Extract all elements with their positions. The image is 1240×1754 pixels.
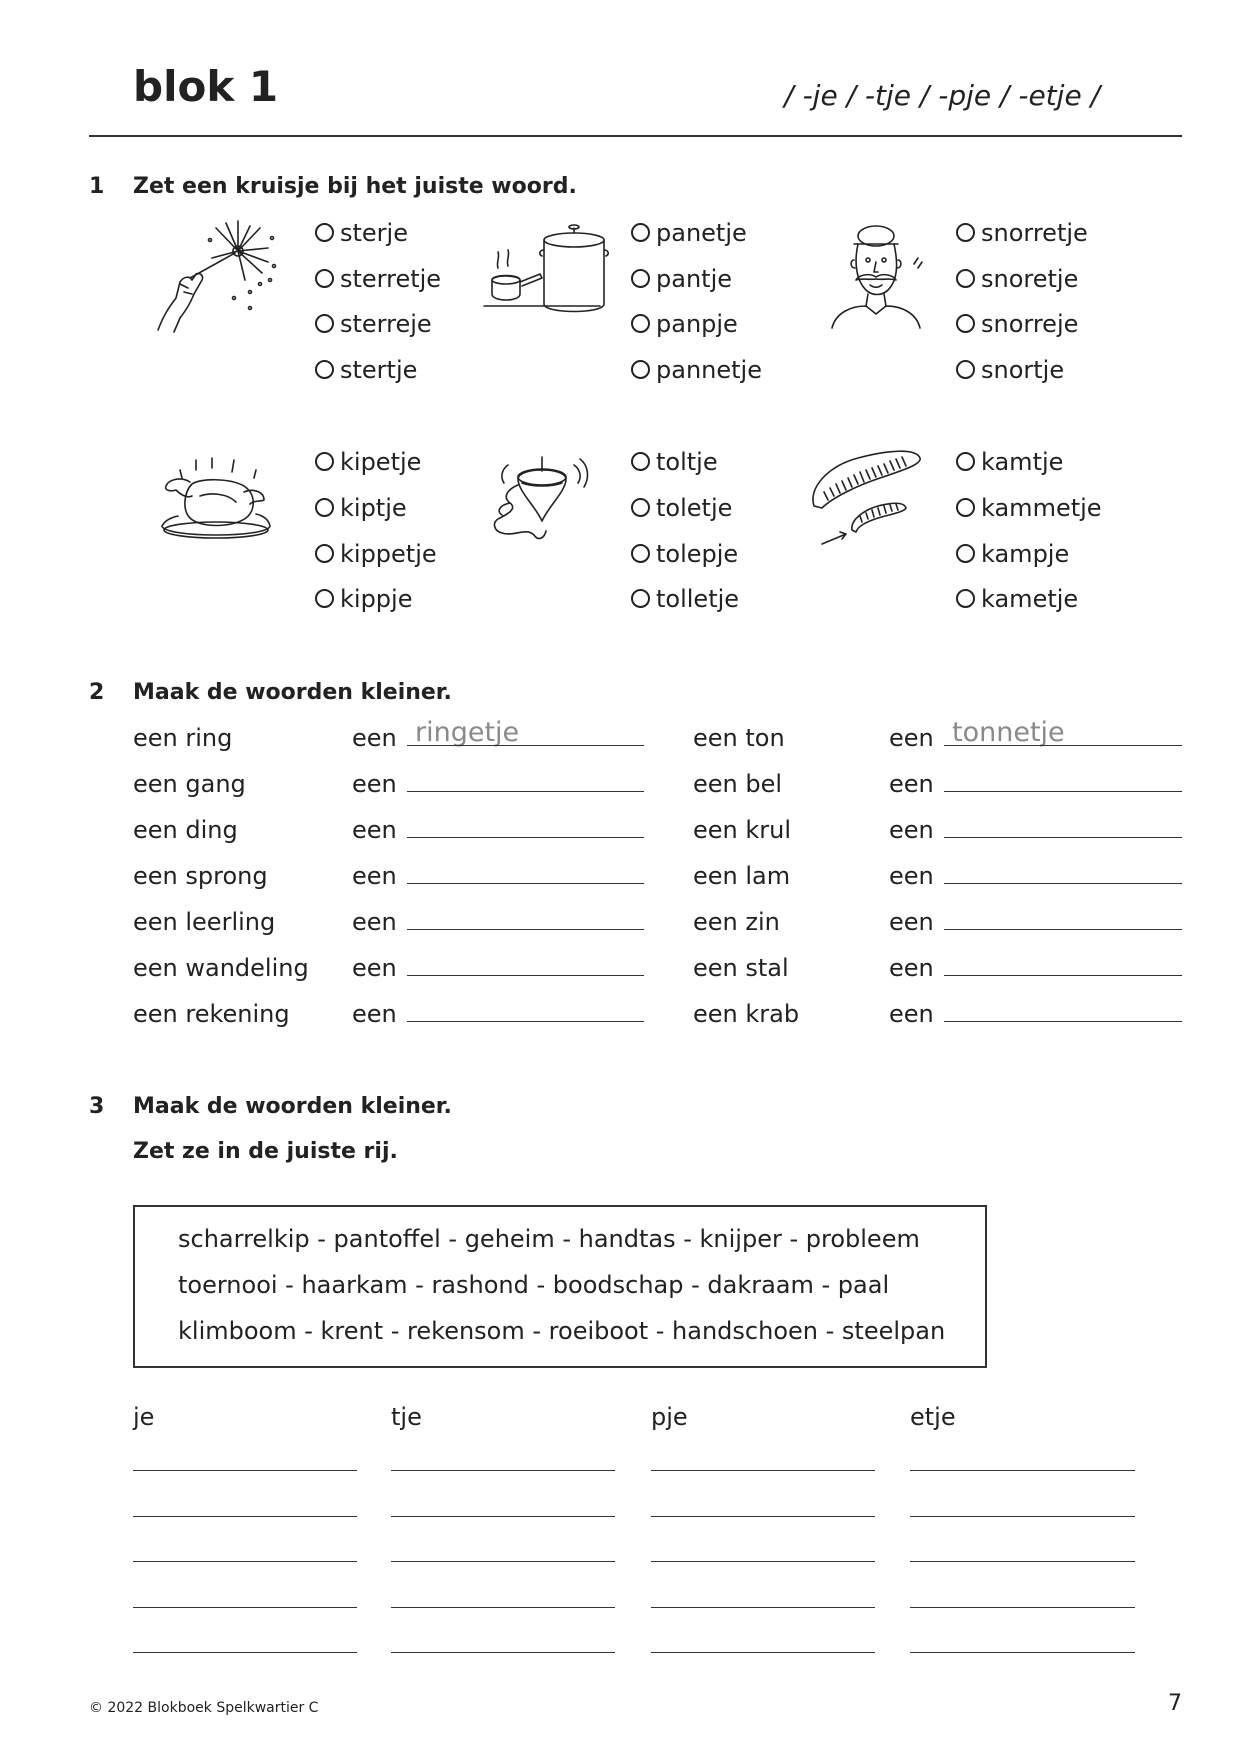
option-kametje[interactable]	[956, 587, 1078, 611]
answer-line[interactable]	[133, 1652, 357, 1653]
answer-line[interactable]	[407, 1021, 644, 1022]
option-kamtje[interactable]	[956, 450, 1063, 474]
answer-line[interactable]	[651, 1607, 875, 1608]
answer-line[interactable]	[651, 1516, 875, 1517]
answer-line[interactable]	[944, 975, 1182, 976]
option-label: toltje	[656, 448, 718, 476]
word-right: een krul	[693, 816, 792, 844]
option-sterreje[interactable]	[315, 312, 432, 336]
column-header-tje: tje	[391, 1403, 422, 1431]
word-box-line: klimboom - krent - rekensom - roeiboot - handschoen - steelpan	[178, 1317, 946, 1345]
page-number: 7	[1168, 1691, 1182, 1716]
option-pannetje[interactable]	[631, 358, 762, 382]
exercise-3-number: 3	[89, 1094, 105, 1119]
checkbox-circle[interactable]	[315, 544, 334, 563]
article-label: een	[889, 908, 934, 936]
exercise-1-instruction: Zet een kruisje bij het juiste woord.	[133, 174, 577, 199]
word-box	[133, 1205, 987, 1368]
word-left: een gang	[133, 770, 246, 798]
answer-line[interactable]	[133, 1470, 357, 1471]
option-toltje[interactable]	[631, 450, 718, 474]
comb-icon	[808, 448, 928, 548]
answer-line[interactable]	[910, 1516, 1135, 1517]
pan-icon	[480, 222, 610, 322]
option-label: kametje	[981, 585, 1079, 613]
word-right: een lam	[693, 862, 791, 890]
answer-line[interactable]	[910, 1561, 1135, 1562]
answer-line[interactable]	[407, 837, 644, 838]
option-label: stertje	[340, 356, 418, 384]
option-label: snoretje	[981, 265, 1079, 293]
option-snorretje[interactable]	[956, 221, 1088, 245]
answer-line[interactable]	[944, 837, 1182, 838]
article-label: een	[889, 770, 934, 798]
roast-chicken-icon	[160, 452, 275, 547]
option-label: panpje	[656, 310, 738, 338]
answer-line[interactable]	[944, 929, 1182, 930]
answer-line[interactable]	[407, 883, 644, 884]
checkbox-circle[interactable]	[956, 223, 975, 242]
word-box-line: toernooi - haarkam - rashond - boodschap - dakraam - paal	[178, 1271, 890, 1299]
option-kippje[interactable]	[315, 587, 412, 611]
option-tolepje[interactable]	[631, 542, 738, 566]
word-right: een zin	[693, 908, 780, 936]
article-label: een	[889, 862, 934, 890]
option-label: snorreje	[981, 310, 1079, 338]
sparkler-icon	[150, 218, 290, 338]
answer-line[interactable]	[391, 1607, 615, 1608]
option-kipetje[interactable]	[315, 450, 421, 474]
answer-line[interactable]	[407, 929, 644, 930]
checkbox-circle[interactable]	[956, 269, 975, 288]
option-label: tolepje	[656, 540, 739, 568]
answer-line[interactable]	[910, 1470, 1135, 1471]
example-answer-left: ringetje	[415, 717, 520, 748]
checkbox-circle[interactable]	[315, 589, 334, 608]
checkbox-circle[interactable]	[315, 269, 334, 288]
answer-line[interactable]	[391, 1470, 615, 1471]
copyright-footer: © 2022 Blokboek Spelkwartier C	[89, 1700, 319, 1716]
answer-line[interactable]	[407, 975, 644, 976]
option-toletje[interactable]	[631, 496, 732, 520]
word-left: een ring	[133, 724, 233, 752]
word-right: een krab	[693, 1000, 800, 1028]
word-box-line: scharrelkip - pantoffel - geheim - handtas - knijper - probleem	[178, 1225, 920, 1253]
option-label: snorretje	[981, 219, 1088, 247]
option-snortje[interactable]	[956, 358, 1064, 382]
word-left: een rekening	[133, 1000, 290, 1028]
article-label: een	[352, 770, 397, 798]
article-label: een	[889, 724, 934, 752]
checkbox-circle[interactable]	[631, 314, 650, 333]
checkbox-circle[interactable]	[956, 498, 975, 517]
option-sterje[interactable]	[315, 221, 408, 245]
option-kiptje[interactable]	[315, 496, 407, 520]
mustache-man-icon	[826, 222, 946, 337]
answer-line[interactable]	[651, 1470, 875, 1471]
checkbox-circle[interactable]	[315, 452, 334, 471]
option-label: tolletje	[656, 585, 740, 613]
spinning-top-icon	[488, 455, 598, 550]
checkbox-circle[interactable]	[956, 452, 975, 471]
option-label: kamtje	[981, 448, 1064, 476]
article-label: een	[352, 954, 397, 982]
checkbox-circle[interactable]	[956, 314, 975, 333]
answer-line[interactable]	[651, 1652, 875, 1653]
page-subtitle: / -je / -tje / -pje / -etje /	[784, 79, 1100, 112]
answer-line[interactable]	[651, 1561, 875, 1562]
checkbox-circle[interactable]	[315, 314, 334, 333]
option-label: pantje	[656, 265, 732, 293]
exercise-3-instruction-2: Zet ze in de juiste rij.	[133, 1139, 398, 1164]
option-label: panetje	[656, 219, 747, 247]
header-rule	[89, 135, 1182, 137]
exercise-2-instruction: Maak de woorden kleiner.	[133, 680, 452, 705]
article-label: een	[352, 816, 397, 844]
answer-line[interactable]	[391, 1516, 615, 1517]
option-label: pannetje	[656, 356, 762, 384]
word-left: een wandeling	[133, 954, 309, 982]
option-label: snortje	[981, 356, 1065, 384]
option-label: toletje	[656, 494, 733, 522]
checkbox-circle[interactable]	[631, 498, 650, 517]
column-header-je: je	[133, 1403, 155, 1431]
column-header-pje: pje	[651, 1403, 688, 1431]
checkbox-circle[interactable]	[631, 544, 650, 563]
answer-line[interactable]	[391, 1652, 615, 1653]
exercise-3-instruction-1: Maak de woorden kleiner.	[133, 1094, 452, 1119]
exercise-2-number: 2	[89, 680, 105, 705]
option-tolletje[interactable]	[631, 587, 739, 611]
column-header-etje: etje	[910, 1403, 956, 1431]
option-label: sterje	[340, 219, 408, 247]
word-left: een ding	[133, 816, 238, 844]
page-title: blok 1	[133, 62, 279, 111]
answer-line[interactable]	[407, 791, 644, 792]
answer-line[interactable]	[944, 791, 1182, 792]
article-label: een	[889, 954, 934, 982]
article-label: een	[889, 816, 934, 844]
answer-line[interactable]	[910, 1607, 1135, 1608]
checkbox-circle[interactable]	[631, 452, 650, 471]
checkbox-circle[interactable]	[956, 360, 975, 379]
checkbox-circle[interactable]	[315, 360, 334, 379]
option-label: sterretje	[340, 265, 442, 293]
option-pantje[interactable]	[631, 267, 732, 291]
option-label: sterreje	[340, 310, 432, 338]
checkbox-circle[interactable]	[315, 498, 334, 517]
checkbox-circle[interactable]	[631, 269, 650, 288]
checkbox-circle[interactable]	[631, 360, 650, 379]
word-left: een leerling	[133, 908, 276, 936]
option-label: kiptje	[340, 494, 407, 522]
answer-line[interactable]	[944, 883, 1182, 884]
option-sterretje[interactable]	[315, 267, 441, 291]
checkbox-circle[interactable]	[956, 544, 975, 563]
word-right: een stal	[693, 954, 789, 982]
answer-line[interactable]	[133, 1607, 357, 1608]
answer-line[interactable]	[391, 1561, 615, 1562]
article-label: een	[352, 724, 397, 752]
checkbox-circle[interactable]	[315, 223, 334, 242]
word-left: een sprong	[133, 862, 268, 890]
word-right: een ton	[693, 724, 785, 752]
article-label: een	[352, 1000, 397, 1028]
option-label: kipetje	[340, 448, 422, 476]
answer-line[interactable]	[910, 1652, 1135, 1653]
option-label: kammetje	[981, 494, 1102, 522]
option-kippetje[interactable]	[315, 542, 437, 566]
option-panetje[interactable]	[631, 221, 747, 245]
checkbox-circle[interactable]	[631, 589, 650, 608]
answer-line[interactable]	[944, 1021, 1182, 1022]
checkbox-circle[interactable]	[631, 223, 650, 242]
exercise-1-number: 1	[89, 174, 105, 199]
example-answer-right: tonnetje	[952, 717, 1065, 748]
option-panpje[interactable]	[631, 312, 738, 336]
word-right: een bel	[693, 770, 783, 798]
article-label: een	[889, 1000, 934, 1028]
option-label: kippje	[340, 585, 413, 613]
option-kampje[interactable]	[956, 542, 1069, 566]
article-label: een	[352, 908, 397, 936]
answer-line[interactable]	[944, 745, 1182, 746]
option-snorreje[interactable]	[956, 312, 1078, 336]
option-stertje[interactable]	[315, 358, 417, 382]
checkbox-circle[interactable]	[956, 589, 975, 608]
article-label: een	[352, 862, 397, 890]
answer-line[interactable]	[133, 1516, 357, 1517]
answer-line[interactable]	[407, 745, 644, 746]
option-snoretje[interactable]	[956, 267, 1078, 291]
option-label: kippetje	[340, 540, 437, 568]
answer-line[interactable]	[133, 1561, 357, 1562]
option-label: kampje	[981, 540, 1070, 568]
option-kammetje[interactable]	[956, 496, 1102, 520]
